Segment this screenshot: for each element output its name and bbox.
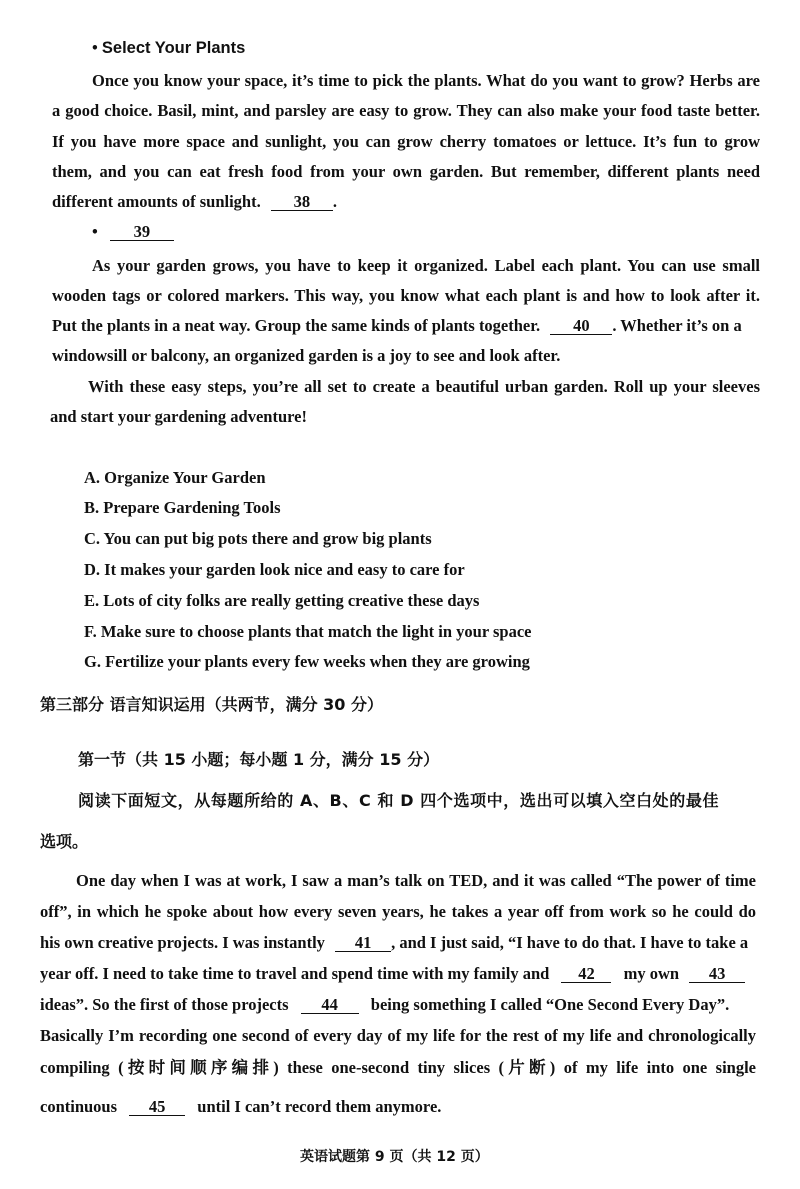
paragraph-line: As your garden grows, you have to keep it organized. Label each plant. You can use small — [92, 256, 760, 275]
blank-43: 43 — [689, 965, 745, 983]
passage-line: Basically I’m recording one second of every day of my life for the rest of my life and chronologically — [40, 1026, 756, 1045]
part-title: 第三部分 语言知识运用（共两节，满分 30 分） — [40, 695, 383, 714]
blank-40: 40 — [550, 317, 612, 335]
paragraph-line: Once you know your space, it’s time to pick the plants. What do you want to grow? Herbs are — [92, 71, 760, 90]
blank-42: 42 — [561, 965, 611, 983]
blank-41: 41 — [335, 934, 391, 952]
passage-line: off”, in which he spoke about how every seven years, he takes a year off from work so he could do — [40, 902, 756, 921]
paragraph-line-with-blank: different amounts of sunlight. 38 . — [52, 192, 337, 211]
option-a: A. Organize Your Garden — [84, 468, 266, 487]
page-footer: 英语试题第 9 页（共 12 页） — [300, 1149, 489, 1165]
option-g: G. Fertilize your plants every few weeks when they are growing — [84, 652, 530, 671]
passage-line-with-blank: year off. I need to take time to travel and spend time with my family and 42 my own 43 — [40, 964, 745, 984]
option-d: D. It makes your garden look nice and easy to care for — [84, 560, 465, 579]
blank-38: 38 — [271, 193, 333, 211]
option-e: E. Lots of city folks are really getting creative these days — [84, 591, 480, 610]
option-f: F. Make sure to choose plants that match the light in your space — [84, 622, 532, 641]
paragraph-line-with-blank: Put the plants in a neat way. Group the same kinds of plants together. 40 . Whether it’s on a — [52, 316, 742, 335]
bullet-icon: • — [92, 38, 98, 57]
section-title: 第一节（共 15 小题；每小题 1 分，满分 15 分） — [78, 750, 440, 769]
bullet-icon: • — [92, 222, 98, 241]
blank-45: 45 — [129, 1098, 185, 1116]
passage-line-with-blank: continuous 45 until I can’t record them anymore. — [40, 1097, 442, 1116]
option-c: C. You can put big pots there and grow big plants — [84, 529, 432, 548]
paragraph-line: wooden tags or colored markers. This way, you know what each plant is and how to look after it. — [52, 286, 760, 305]
paragraph-line: If you have more space and sunlight, you can grow cherry tomatoes or lettuce. It’s fun to grow — [52, 132, 760, 151]
passage-line-with-blank: his own creative projects. I was instantly 41 , and I just said, “I have to do that. I have to take a — [40, 933, 749, 952]
option-b: B. Prepare Gardening Tools — [84, 498, 281, 517]
instruction-line: 选项。 — [40, 832, 89, 851]
paragraph-line: windowsill or balcony, an organized garden is a joy to see and look after. — [52, 346, 561, 365]
bullet-heading-39 — [92, 222, 174, 242]
blank-39: 39 — [110, 223, 174, 241]
paragraph-line: them, and you can eat fresh food from your own garden. But remember, different plants need — [52, 162, 760, 181]
passage-line: One day when I was at work, I saw a man’s talk on TED, and it was called “The power of time — [76, 871, 756, 890]
bullet-heading-plants — [92, 38, 245, 58]
paragraph-line: With these easy steps, you’re all set to create a beautiful urban garden. Roll up your sleeves — [88, 377, 760, 396]
blank-44: 44 — [301, 996, 359, 1014]
passage-line: compiling (按时间顺序编排) these one-second tiny slices (片断) of my life into one single — [40, 1058, 756, 1077]
paragraph-line: a good choice. Basil, mint, and parsley are easy to grow. They can also make your food taste better. — [52, 101, 760, 120]
paragraph-line: and start your gardening adventure! — [50, 407, 307, 426]
passage-line-with-blank: ideas”. So the first of those projects 44 being something I called “One Second Every Day”. — [40, 995, 730, 1014]
instruction-line: 阅读下面短文，从每题所给的 A、B、C 和 D 四个选项中，选出可以填入空白处的最佳 — [78, 791, 720, 810]
section-heading: Select Your Plants — [101, 39, 246, 57]
